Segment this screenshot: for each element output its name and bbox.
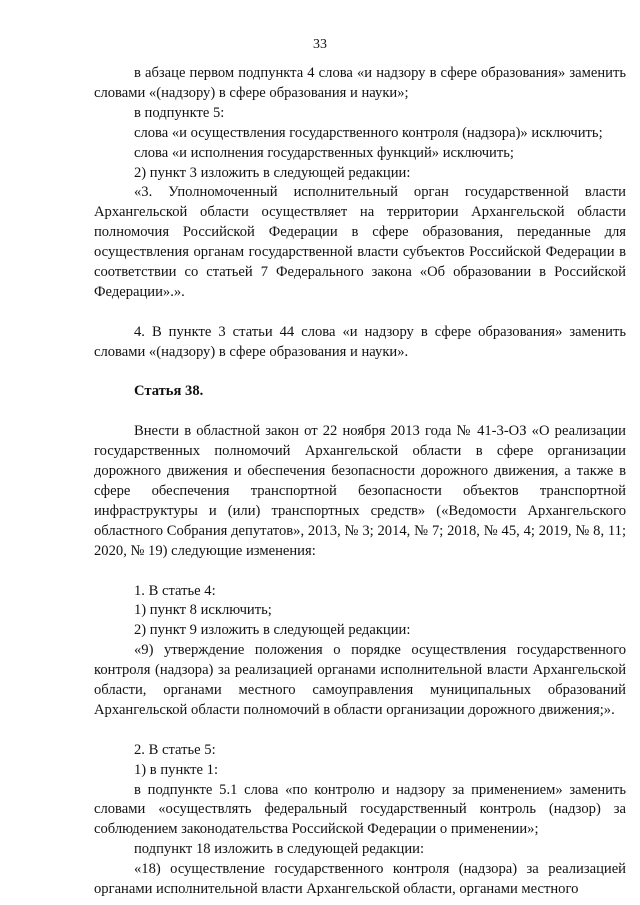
blank-line bbox=[94, 721, 626, 741]
paragraph: 2) пункт 9 изложить в следующей редакции: bbox=[134, 622, 411, 639]
paragraph: 1) в пункте 1: bbox=[134, 761, 219, 778]
blank-line bbox=[94, 562, 626, 582]
paragraph: «9) утверждение положения о порядке осуществления государственного контроля (надзора) за реализацией органами исполнительной власти Архангельской области, органами местного самоуправления муниципальных образований Архангельской области полномочий в области организации дорожного движения;». bbox=[94, 642, 626, 718]
paragraph: Внести в областной закон от 22 ноября 2013 года № 41-3-ОЗ «О реализации государственных полномочий Архангельской области в сфере организации дорожного движения и обеспечения безопасности дорожного движения, а также в сфере обеспечения транспортной безопасности объектов транспортной инфраструктуры и (или) транспортных средств» («Ведомости Архангельского областного Собрания депутатов», 2013, № 3; 2014, № 7; 2018, № 45, 4; 2019, № 8, 11; 2020, № 19) следующие изменения: bbox=[94, 423, 626, 559]
blank-line bbox=[94, 363, 626, 383]
paragraph: слова «и исполнения государственных функций» исключить; bbox=[134, 144, 514, 161]
paragraph: «18) осуществление государственного контроля (надзора) за реализацией органами исполнительной власти Архангельской области, органами местного bbox=[94, 861, 626, 898]
paragraph: подпункт 18 изложить в следующей редакции: bbox=[134, 841, 425, 858]
paragraph: 1) пункт 8 исключить; bbox=[134, 602, 272, 619]
paragraph: в абзаце первом подпункта 4 слова «и надзору в сфере образования» заменить словами «(надзору) в сфере образования и науки»; bbox=[94, 65, 626, 101]
blank-line bbox=[94, 303, 626, 323]
paragraph: в подпункте 5: bbox=[134, 104, 225, 121]
paragraph: в подпункте 5.1 слова «по контролю и надзору за применением» заменить словами «осуществлять федеральный государственный контроль (надзор) за соблюдением законодательства Российской Федерации о применении»; bbox=[94, 781, 626, 838]
paragraph: 4. В пункте 3 статьи 44 слова «и надзору в сфере образования» заменить словами «(надзору) в сфере образования и науки». bbox=[94, 323, 626, 360]
article-heading: Статья 38. bbox=[134, 383, 204, 400]
paragraph: 2) пункт 3 изложить в следующей редакции: bbox=[134, 164, 411, 181]
document-body bbox=[94, 64, 626, 900]
paragraph: 1. В статье 4: bbox=[134, 582, 216, 599]
page-number: 33 bbox=[313, 37, 327, 52]
paragraph: «3. Уполномоченный исполнительный орган государственной власти Архангельской области осуществляет на территории Архангельской области полномочия Российской Федерации в сфере образования, переданные для осуществления органам государственной власти субъектов Российской Федерации в соответствии со статьей 7 Федерального закона «Об образовании в Российской Федерации».». bbox=[94, 184, 626, 300]
blank-line bbox=[94, 402, 626, 422]
paragraph: 2. В статье 5: bbox=[134, 741, 216, 758]
paragraph: слова «и осуществления государственного контроля (надзора)» исключить; bbox=[134, 124, 603, 141]
